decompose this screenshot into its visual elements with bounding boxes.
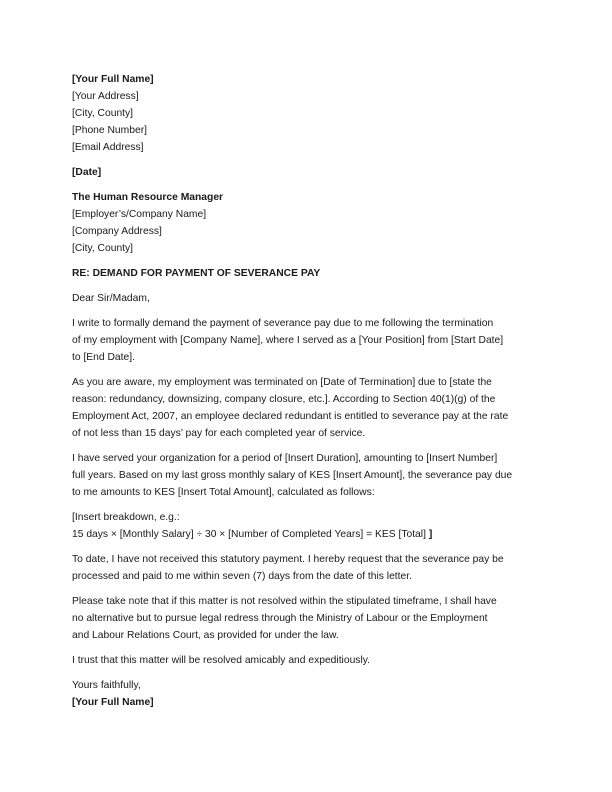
- recipient-company: [Employer’s/Company Name]: [72, 209, 207, 220]
- paragraph-line: reason: redundancy, downsizing, company closure, etc.]. According to Section 40(1)(g) of the: [72, 394, 496, 405]
- paragraph-line: I have served your organization for a period of [Insert Duration], amounting to [Insert Number]: [72, 453, 498, 464]
- sender-name: [Your Full Name]: [72, 74, 154, 85]
- paragraph-line: To date, I have not received this statutory payment. I hereby request that the severance pay be: [72, 554, 504, 565]
- sender-phone: [Phone Number]: [72, 125, 147, 136]
- paragraph-line: of my employment with [Company Name], where I served as a [Your Position] from [Start Date]: [72, 335, 504, 346]
- closing-phrase: Yours faithfully,: [72, 680, 141, 691]
- sender-address: [Your Address]: [72, 91, 139, 102]
- paragraph-line: Please take note that if this matter is not resolved within the stipulated timeframe, I shall have: [72, 596, 497, 607]
- paragraph-line: of not less than 15 days’ pay for each completed year of service.: [72, 428, 366, 439]
- salutation: Dear Sir/Madam,: [72, 293, 150, 304]
- breakdown-line: [Insert breakdown, e.g.:: [72, 512, 180, 523]
- subject-line: RE: DEMAND FOR PAYMENT OF SEVERANCE PAY: [72, 268, 321, 279]
- paragraph-line: and Labour Relations Court, as provided for under the law.: [72, 630, 339, 641]
- breakdown-formula-text: 15 days × [Monthly Salary] ÷ 30 × [Number of Completed Years] = KES [Total]: [72, 529, 426, 540]
- paragraph-line: processed and paid to me within seven (7) days from the date of this letter.: [72, 571, 412, 582]
- sender-block: [72, 71, 552, 156]
- paragraph-line: full years. Based on my last gross monthly salary of KES [Insert Amount], the severance pay due: [72, 470, 513, 481]
- signature-block: [72, 677, 552, 711]
- recipient-block: [72, 189, 552, 257]
- paragraph-termination: [72, 374, 552, 442]
- paragraph-request: [72, 551, 552, 585]
- letter-date: [Date]: [72, 167, 102, 178]
- breakdown-formula: [72, 526, 552, 543]
- paragraph-trust: I trust that this matter will be resolved amicably and expeditiously.: [72, 655, 370, 666]
- paragraph-line: I write to formally demand the payment of severance pay due to me following the termination: [72, 318, 494, 329]
- paragraph-intro: [72, 315, 552, 366]
- paragraph-line: As you are aware, my employment was terminated on [Date of Termination] due to [state the: [72, 377, 492, 388]
- paragraph-line: no alternative but to pursue legal redress through the Ministry of Labour or the Employment: [72, 613, 488, 624]
- breakdown-close-bracket: ]: [428, 529, 433, 540]
- paragraph-line: Employment Act, 2007, an employee declared redundant is entitled to severance pay at the rate: [72, 411, 509, 422]
- recipient-address: [Company Address]: [72, 226, 162, 237]
- paragraph-service: [72, 450, 552, 501]
- paragraph-breakdown: [72, 509, 552, 543]
- sender-email: [Email Address]: [72, 142, 144, 153]
- recipient-title: The Human Resource Manager: [72, 192, 224, 203]
- paragraph-line: to me amounts to KES [Insert Total Amount], calculated as follows:: [72, 487, 375, 498]
- recipient-city: [City, County]: [72, 243, 134, 254]
- paragraph-legal-notice: [72, 593, 552, 644]
- paragraph-line: to [End Date].: [72, 352, 135, 363]
- signature-name: [Your Full Name]: [72, 697, 154, 708]
- sender-city: [City, County]: [72, 108, 134, 119]
